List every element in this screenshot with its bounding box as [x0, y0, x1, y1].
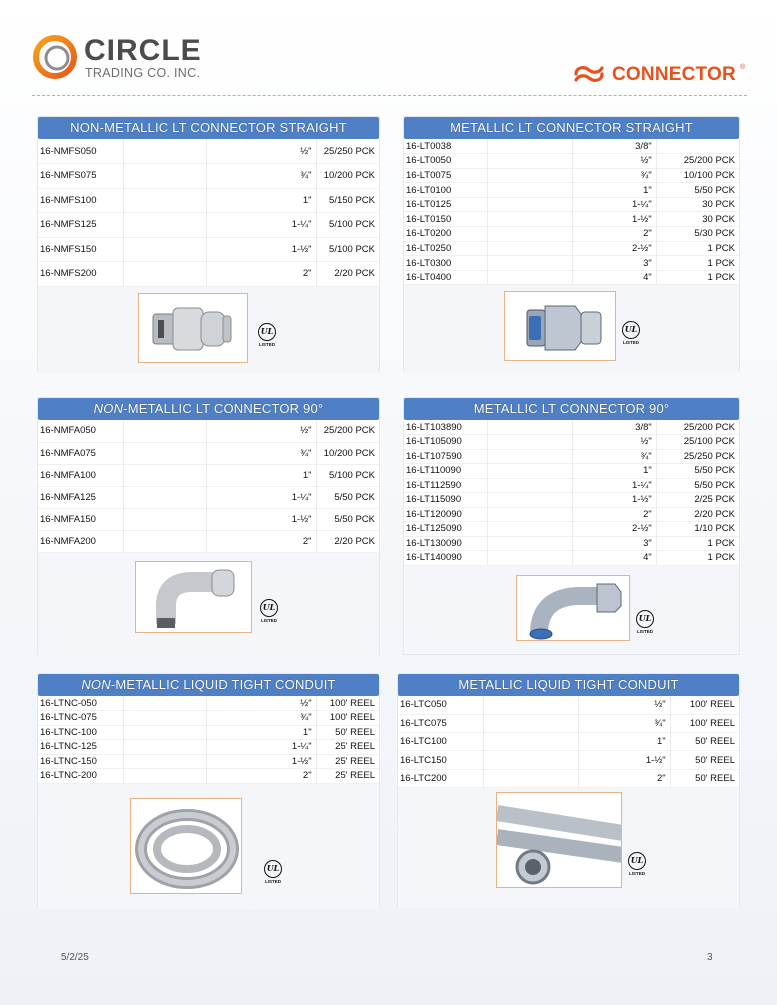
part-number: 16-LT105090 — [404, 435, 488, 450]
table-row — [404, 464, 739, 479]
metallic-straight-connector-icon — [505, 292, 616, 361]
table-row — [404, 493, 739, 508]
size-value: 1-¼" — [207, 486, 316, 508]
blank-cell — [488, 154, 573, 169]
table-row — [404, 270, 739, 285]
pack-quantity: 50' REEL — [695, 772, 735, 784]
part-number: 16-LT0038 — [404, 139, 488, 154]
size-value: 3/8" — [573, 420, 656, 435]
size-value: ¾" — [207, 442, 316, 464]
blank-cell — [484, 714, 579, 732]
blank-cell — [488, 420, 573, 435]
product-photo — [138, 293, 248, 363]
panel-title — [38, 674, 379, 696]
pack-quantity: 2/20 PCK — [334, 268, 375, 280]
part-number: 16-LT0075 — [404, 168, 488, 183]
panel-title: METALLIC LT CONNECTOR 90° — [404, 398, 739, 420]
pack-quantity: 5/150 PCK — [329, 194, 375, 206]
blank-cell — [124, 508, 207, 530]
part-number: 16-LT0050 — [404, 154, 488, 169]
size-value: ½" — [579, 696, 670, 714]
logo-name: CIRCLE — [84, 34, 202, 67]
pack-quantity: 25' REEL — [335, 770, 375, 782]
pack-quantity: 5/50 PCK — [694, 465, 735, 477]
blank-cell — [124, 769, 207, 784]
pack-quantity: 5/50 PCK — [694, 184, 735, 196]
table-row — [404, 420, 739, 435]
blank-cell — [488, 478, 573, 493]
blank-cell — [488, 464, 573, 479]
part-number: 16-LTNC-100 — [38, 725, 124, 740]
connector-brand-logo — [570, 62, 750, 88]
size-value: ½" — [573, 154, 656, 169]
table-row — [404, 168, 739, 183]
table-row — [404, 435, 739, 450]
metallic-conduit-icon — [497, 793, 622, 888]
product-photo-area — [38, 553, 379, 657]
product-photo — [135, 561, 252, 633]
ul-mark: UL — [628, 852, 646, 870]
footer-date: 5/2/25 — [61, 952, 89, 963]
table-row — [404, 478, 739, 493]
size-value: 2" — [573, 227, 656, 242]
blank-cell — [124, 188, 207, 213]
pack-quantity: 1 PCK — [707, 257, 735, 269]
size-value: ¾" — [579, 714, 670, 732]
blank-cell — [124, 711, 207, 726]
pack-quantity: 25/200 PCK — [323, 425, 375, 437]
product-table — [404, 139, 739, 285]
ul-listed-text: LISTED — [260, 617, 277, 623]
pack-quantity: 25/200 PCK — [683, 421, 735, 433]
part-number: 16-LTNC-075 — [38, 711, 124, 726]
blank-cell — [488, 168, 573, 183]
blank-cell — [124, 164, 207, 189]
blank-cell — [488, 522, 573, 537]
pack-quantity: 100' REEL — [689, 717, 735, 729]
size-value: ¾" — [573, 168, 656, 183]
part-number: 16-LT0100 — [404, 183, 488, 198]
part-number: 16-LT0400 — [404, 270, 488, 285]
blank-cell — [124, 725, 207, 740]
table-row — [398, 733, 739, 751]
ul-listed-icon — [264, 860, 286, 884]
blank-cell — [488, 270, 573, 285]
ul-mark: UL — [258, 323, 276, 341]
table-row — [38, 464, 379, 486]
part-number: 16-NMFA100 — [38, 464, 124, 486]
part-number: 16-NMFA200 — [38, 530, 124, 552]
pack-quantity: 30 PCK — [702, 213, 735, 225]
product-table — [398, 696, 739, 788]
table-row — [38, 530, 379, 552]
part-number: 16-LT0200 — [404, 227, 488, 242]
part-number: 16-LT120090 — [404, 507, 488, 522]
blank-cell — [488, 493, 573, 508]
pack-quantity: 1/10 PCK — [694, 523, 735, 535]
blank-cell — [488, 197, 573, 212]
blank-cell — [488, 507, 573, 522]
connector-mark-icon — [570, 62, 608, 86]
blank-cell — [124, 139, 207, 164]
table-row — [38, 725, 379, 740]
table-row — [38, 420, 379, 442]
blank-cell — [124, 464, 207, 486]
size-value: 1" — [207, 188, 316, 213]
pack-quantity: 5/50 PCK — [694, 479, 735, 491]
blank-cell — [488, 536, 573, 551]
pack-quantity: 25' REEL — [335, 741, 375, 753]
metallic-90-connector-icon — [517, 576, 630, 641]
part-number: 16-LT103890 — [404, 420, 488, 435]
pack-quantity: 1 PCK — [707, 272, 735, 284]
part-number: 16-LT0250 — [404, 241, 488, 256]
part-number: 16-NMFS075 — [38, 164, 124, 189]
table-row — [38, 754, 379, 769]
part-number: 16-LT130090 — [404, 536, 488, 551]
size-value: 1-¼" — [207, 740, 316, 755]
nonmetallic-90-connector-icon — [136, 562, 252, 633]
table-row — [404, 507, 739, 522]
ul-mark: UL — [260, 599, 278, 617]
part-number: 16-LT107590 — [404, 449, 488, 464]
nonmetallic-conduit-coil-icon — [131, 799, 242, 894]
table-row — [38, 740, 379, 755]
size-value: 1" — [573, 464, 656, 479]
size-value: 1-½" — [573, 212, 656, 227]
product-photo-area — [398, 788, 739, 908]
blank-cell — [488, 227, 573, 242]
pack-quantity: 100' REEL — [329, 712, 375, 724]
panel-title — [38, 398, 379, 420]
pack-quantity: 30 PCK — [702, 199, 735, 211]
pack-quantity: 1 PCK — [707, 552, 735, 564]
blank-cell — [124, 237, 207, 262]
product-photo-area — [38, 784, 379, 909]
table-row — [404, 183, 739, 198]
header-divider — [32, 95, 747, 96]
panel-metallic-conduit — [397, 673, 740, 907]
table-row — [38, 164, 379, 189]
size-value: 2" — [207, 769, 316, 784]
pack-quantity: 2/20 PCK — [334, 535, 375, 547]
part-number: 16-LT112590 — [404, 478, 488, 493]
part-number: 16-LT125090 — [404, 522, 488, 537]
size-value: 1" — [579, 733, 670, 751]
ul-mark: UL — [264, 860, 282, 878]
part-number: 16-LTNC-050 — [38, 696, 124, 711]
ul-listed-icon — [628, 852, 650, 876]
blank-cell — [484, 696, 579, 714]
table-row — [398, 714, 739, 732]
product-photo — [130, 798, 242, 894]
table-row — [398, 769, 739, 787]
size-value: 3" — [573, 256, 656, 271]
pack-quantity: 1 PCK — [707, 537, 735, 549]
pack-quantity: 5/100 PCK — [329, 243, 375, 255]
table-row — [38, 262, 379, 287]
blank-cell — [488, 212, 573, 227]
ul-listed-icon — [260, 599, 282, 623]
size-value: ½" — [573, 435, 656, 450]
size-value: 1" — [207, 725, 316, 740]
ul-listed-icon — [636, 610, 658, 634]
pack-quantity: 10/200 PCK — [323, 447, 375, 459]
product-table — [38, 696, 379, 784]
blank-cell — [488, 241, 573, 256]
blank-cell — [124, 486, 207, 508]
part-number: 16-NMFA150 — [38, 508, 124, 530]
size-value: ¾" — [207, 164, 316, 189]
table-row — [38, 769, 379, 784]
size-value: 2" — [207, 530, 316, 552]
pack-quantity: 1 PCK — [707, 242, 735, 254]
size-value: ½" — [207, 139, 316, 164]
table-row — [404, 551, 739, 566]
pack-quantity: 25/200 PCK — [683, 155, 735, 167]
part-number: 16-LTC200 — [398, 769, 484, 787]
pack-quantity: 50' REEL — [695, 754, 735, 766]
pack-quantity: 2/25 PCK — [694, 494, 735, 506]
part-number: 16-NMFS100 — [38, 188, 124, 213]
table-row — [404, 139, 739, 154]
table-row — [38, 711, 379, 726]
blank-cell — [484, 733, 579, 751]
size-value: 1-¼" — [207, 213, 316, 238]
table-row — [404, 197, 739, 212]
table-row — [404, 522, 739, 537]
product-photo — [516, 575, 630, 641]
part-number: 16-LT140090 — [404, 551, 488, 566]
size-value: 1" — [207, 464, 316, 486]
blank-cell — [488, 449, 573, 464]
size-value: 2" — [207, 262, 316, 287]
size-value: 3/8" — [573, 139, 656, 154]
product-table — [404, 420, 739, 566]
table-row — [38, 486, 379, 508]
title-rest: -METALLIC LT CONNECTOR 90° — [123, 401, 324, 416]
pack-quantity — [656, 139, 739, 154]
table-row — [398, 751, 739, 769]
part-number: 16-NMFA075 — [38, 442, 124, 464]
blank-cell — [124, 213, 207, 238]
registered-mark: ® — [740, 64, 746, 71]
title-italic: NON — [93, 401, 124, 416]
pack-quantity: 100' REEL — [689, 699, 735, 711]
size-value: 1-½" — [207, 237, 316, 262]
size-value: ½" — [207, 420, 316, 442]
panel-nonmetallic-straight — [37, 116, 380, 372]
panel-metallic-straight — [403, 116, 740, 372]
table-row — [404, 449, 739, 464]
size-value: ½" — [207, 696, 316, 711]
part-number: 16-NMFS200 — [38, 262, 124, 287]
part-number: 16-NMFA050 — [38, 420, 124, 442]
product-photo — [504, 291, 616, 361]
ul-listed-icon — [622, 321, 644, 345]
table-row — [38, 508, 379, 530]
blank-cell — [124, 530, 207, 552]
blank-cell — [488, 551, 573, 566]
table-row — [404, 256, 739, 271]
part-number: 16-LTC050 — [398, 696, 484, 714]
part-number: 16-NMFA125 — [38, 486, 124, 508]
panel-nonmetallic-conduit — [37, 673, 380, 907]
size-value: 2" — [573, 507, 656, 522]
table-row — [38, 213, 379, 238]
part-number: 16-LT0150 — [404, 212, 488, 227]
size-value: 1-¼" — [573, 478, 656, 493]
size-value: 4" — [573, 270, 656, 285]
size-value: 1-½" — [579, 751, 670, 769]
blank-cell — [124, 696, 207, 711]
pack-quantity: 5/50 PCK — [334, 491, 375, 503]
product-photo — [496, 792, 622, 888]
part-number: 16-LTNC-125 — [38, 740, 124, 755]
part-number: 16-LT0125 — [404, 197, 488, 212]
blank-cell — [488, 256, 573, 271]
size-value: 1-½" — [573, 493, 656, 508]
table-row — [404, 212, 739, 227]
table-row — [398, 696, 739, 714]
table-row — [404, 154, 739, 169]
panel-title: NON-METALLIC LT CONNECTOR STRAIGHT — [38, 117, 379, 139]
ul-listed-text: LISTED — [264, 878, 281, 884]
brand-name: CONNECTOR — [612, 64, 736, 85]
size-value: 1-½" — [207, 754, 316, 769]
part-number: 16-LTNC-200 — [38, 769, 124, 784]
table-row — [38, 237, 379, 262]
title-italic: NON — [81, 677, 111, 692]
table-row — [404, 241, 739, 256]
blank-cell — [124, 262, 207, 287]
product-table — [38, 420, 379, 553]
pack-quantity: 2/20 PCK — [694, 508, 735, 520]
circle-logo-icon — [32, 34, 78, 80]
blank-cell — [484, 751, 579, 769]
pack-quantity: 100' REEL — [329, 697, 375, 709]
pack-quantity: 50' REEL — [335, 726, 375, 738]
product-table — [38, 139, 379, 287]
panel-title: METALLIC LT CONNECTOR STRAIGHT — [404, 117, 739, 139]
pack-quantity: 25/250 PCK — [323, 145, 375, 157]
ul-mark: UL — [622, 321, 640, 339]
product-photo-area — [404, 566, 739, 654]
size-value: 1-¼" — [573, 197, 656, 212]
pack-quantity: 5/100 PCK — [329, 469, 375, 481]
part-number: 16-LTC150 — [398, 751, 484, 769]
size-value: 1-½" — [207, 508, 316, 530]
blank-cell — [124, 420, 207, 442]
product-photo-area — [404, 285, 739, 373]
part-number: 16-LTC075 — [398, 714, 484, 732]
blank-cell — [488, 435, 573, 450]
size-value: ¾" — [207, 711, 316, 726]
panel-metallic-90 — [403, 397, 740, 655]
pack-quantity: 10/100 PCK — [683, 169, 735, 181]
table-row — [404, 536, 739, 551]
page-number: 3 — [707, 952, 713, 963]
size-value: 2-½" — [573, 522, 656, 537]
size-value: 3" — [573, 536, 656, 551]
ul-listed-text: LISTED — [636, 628, 653, 634]
pack-quantity: 5/100 PCK — [329, 219, 375, 231]
pack-quantity: 25/100 PCK — [683, 436, 735, 448]
nonmetallic-straight-connector-icon — [139, 294, 248, 363]
blank-cell — [488, 139, 573, 154]
pack-quantity: 5/50 PCK — [334, 513, 375, 525]
blank-cell — [488, 183, 573, 198]
ul-listed-text: LISTED — [258, 341, 275, 347]
size-value: 2" — [579, 769, 670, 787]
blank-cell — [124, 754, 207, 769]
title-rest: -METALLIC LIQUID TIGHT CONDUIT — [110, 677, 336, 692]
part-number: 16-LTNC-150 — [38, 754, 124, 769]
pack-quantity: 5/30 PCK — [694, 228, 735, 240]
size-value: 2-½" — [573, 241, 656, 256]
size-value: ¾" — [573, 449, 656, 464]
ul-mark: UL — [636, 610, 654, 628]
table-row — [38, 188, 379, 213]
ul-listed-text: LISTED — [628, 870, 645, 876]
logo-subtitle: TRADING CO. INC. — [85, 66, 201, 80]
table-row — [38, 696, 379, 711]
circle-trading-logo — [32, 32, 232, 88]
product-photo-area — [38, 287, 379, 374]
table-row — [404, 227, 739, 242]
ul-listed-text: LISTED — [622, 340, 639, 346]
part-number: 16-NMFS150 — [38, 237, 124, 262]
blank-cell — [124, 740, 207, 755]
blank-cell — [484, 769, 579, 787]
pack-quantity: 25' REEL — [335, 755, 375, 767]
part-number: 16-LT0300 — [404, 256, 488, 271]
part-number: 16-LT110090 — [404, 464, 488, 479]
ul-listed-icon — [258, 323, 280, 347]
pack-quantity: 50' REEL — [695, 736, 735, 748]
panel-title: METALLIC LIQUID TIGHT CONDUIT — [398, 674, 739, 696]
blank-cell — [124, 442, 207, 464]
part-number: 16-NMFS050 — [38, 139, 124, 164]
table-row — [38, 139, 379, 164]
table-row — [38, 442, 379, 464]
size-value: 4" — [573, 551, 656, 566]
part-number: 16-LTC100 — [398, 733, 484, 751]
size-value: 1" — [573, 183, 656, 198]
panel-nonmetallic-90 — [37, 397, 380, 655]
pack-quantity: 10/200 PCK — [323, 170, 375, 182]
pack-quantity: 25/250 PCK — [683, 450, 735, 462]
part-number: 16-LT115090 — [404, 493, 488, 508]
part-number: 16-NMFS125 — [38, 213, 124, 238]
